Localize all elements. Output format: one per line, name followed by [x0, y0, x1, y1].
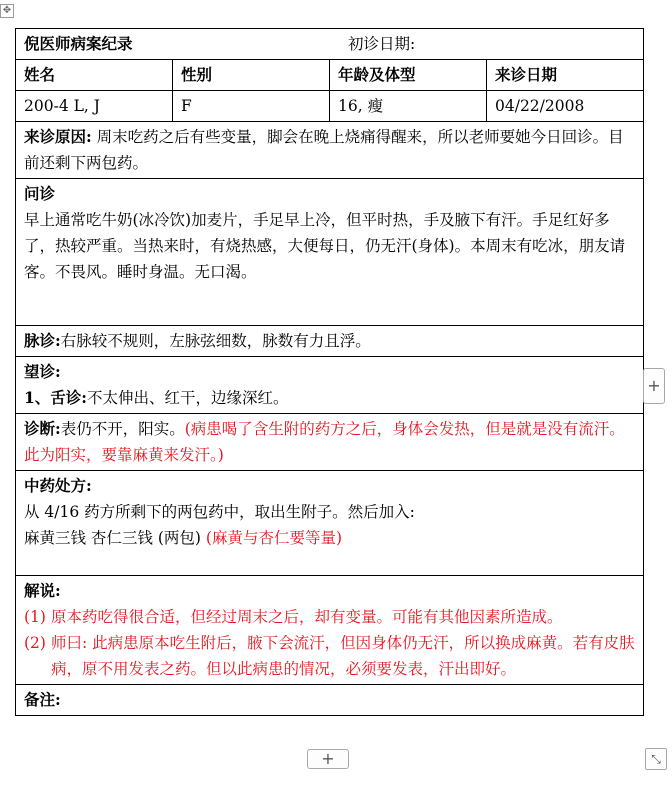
tongue-text: 不太伸出、红干，边缘深红。 — [87, 389, 289, 407]
inquiry-text: 早上通常吃牛奶(冰冷饮)加麦片，手足早上冷，但平时热，手及腋下有汗。手足红好多了，热较严重。当热来时，有烧热感，大便每日，仍无汗(身体)。本周末有吃冰，朋友请客。不畏风。睡时身温。无口渴。 — [24, 211, 626, 281]
header-sex[interactable]: 性别 — [173, 60, 330, 91]
explanation-item-number: (2) — [24, 634, 46, 652]
add-column-button[interactable] — [643, 368, 665, 404]
inquiry-cell[interactable] — [16, 179, 644, 326]
explanation-item-text: 师曰: 此病患原本吃生附后，腋下会流汗，但因身体仍无汗，所以换成麻黄。若有皮肤病，原不用发表之药。但以此病患的情况，必须要发表，汗出即好。 — [51, 634, 635, 678]
plus-icon: + — [647, 376, 661, 395]
observation-row — [16, 357, 644, 414]
header-name[interactable]: 姓名 — [16, 60, 173, 91]
remarks-row — [16, 685, 644, 716]
header-age-build[interactable]: 年龄及体型 — [330, 60, 487, 91]
table-resize-handle[interactable] — [645, 748, 667, 770]
explanation-item — [24, 630, 635, 682]
pulse-cell[interactable] — [16, 326, 644, 357]
prescription-label: 中药处方: — [24, 476, 92, 495]
inquiry-label: 问诊 — [24, 184, 56, 203]
header-row — [16, 60, 644, 91]
explanation-label: 解说: — [24, 581, 61, 600]
pulse-row — [16, 326, 644, 357]
tongue-label: 1、舌诊: — [24, 388, 88, 407]
reason-label: 来诊原因: — [24, 127, 92, 146]
explanation-cell[interactable] — [16, 576, 644, 685]
diagnosis-cell[interactable] — [16, 414, 644, 471]
diagnosis-label: 诊断: — [24, 419, 61, 438]
diagnosis-text: 表仍不开，阳实。 — [60, 420, 185, 438]
patient-row — [16, 91, 644, 122]
add-row-button[interactable] — [307, 749, 349, 769]
pulse-text: 右脉较不规则，左脉弦细数，脉数有力且浮。 — [60, 332, 371, 350]
first-visit-label: 初诊日期: — [348, 35, 416, 53]
prescription-row — [16, 471, 644, 576]
reason-cell[interactable] — [16, 122, 644, 179]
prescription-cell[interactable] — [16, 471, 644, 576]
patient-age-build[interactable]: 16, 瘦 — [330, 91, 487, 122]
diagnosis-row — [16, 414, 644, 471]
header-visit-date[interactable]: 来诊日期 — [487, 60, 644, 91]
observation-cell[interactable] — [16, 357, 644, 414]
pulse-label: 脉诊: — [24, 331, 61, 350]
observation-label: 望诊: — [24, 362, 61, 381]
patient-visit-date[interactable]: 04/22/2008 — [487, 91, 644, 122]
prescription-line-1: 从 4/16 药方所剩下的两包药中，取出生附子。然后加入: — [24, 503, 415, 521]
inquiry-row — [16, 179, 644, 326]
remarks-label: 备注: — [24, 690, 61, 709]
patient-sex[interactable]: F — [173, 91, 330, 122]
explanation-item — [24, 604, 635, 630]
table-move-handle-icon[interactable]: ✥ — [0, 4, 14, 18]
title-cell[interactable] — [16, 29, 644, 60]
remarks-cell[interactable] — [16, 685, 644, 716]
reason-text: 周末吃药之后有些变量，脚会在晚上烧痛得醒来，所以老师要她今日回诊。目前还剩下两包药。 — [24, 128, 624, 172]
plus-icon: + — [321, 749, 335, 768]
title-row — [16, 29, 644, 60]
diagnosis-note: (病患喝了含生附的药方之后，身体会发热，但是就是没有流汗。此为阳实，要靠麻黄来发汗。) — [24, 420, 625, 464]
explanation-row — [16, 576, 644, 685]
prescription-line-2: 麻黄三钱 杏仁三钱 (两包) — [24, 529, 206, 547]
patient-name[interactable]: 200-4 L, J — [16, 91, 173, 122]
explanation-item-number: (1) — [24, 608, 46, 626]
medical-record-table — [15, 28, 644, 716]
prescription-note: (麻黄与杏仁要等量) — [205, 529, 342, 547]
explanation-item-text: 原本药吃得很合适，但经过周末之后，却有变量。可能有其他因素所造成。 — [51, 608, 563, 626]
reason-row — [16, 122, 644, 179]
resize-diagonal-icon: ⤡ — [651, 752, 661, 766]
record-title: 倪医师病案纪录 — [24, 34, 133, 53]
